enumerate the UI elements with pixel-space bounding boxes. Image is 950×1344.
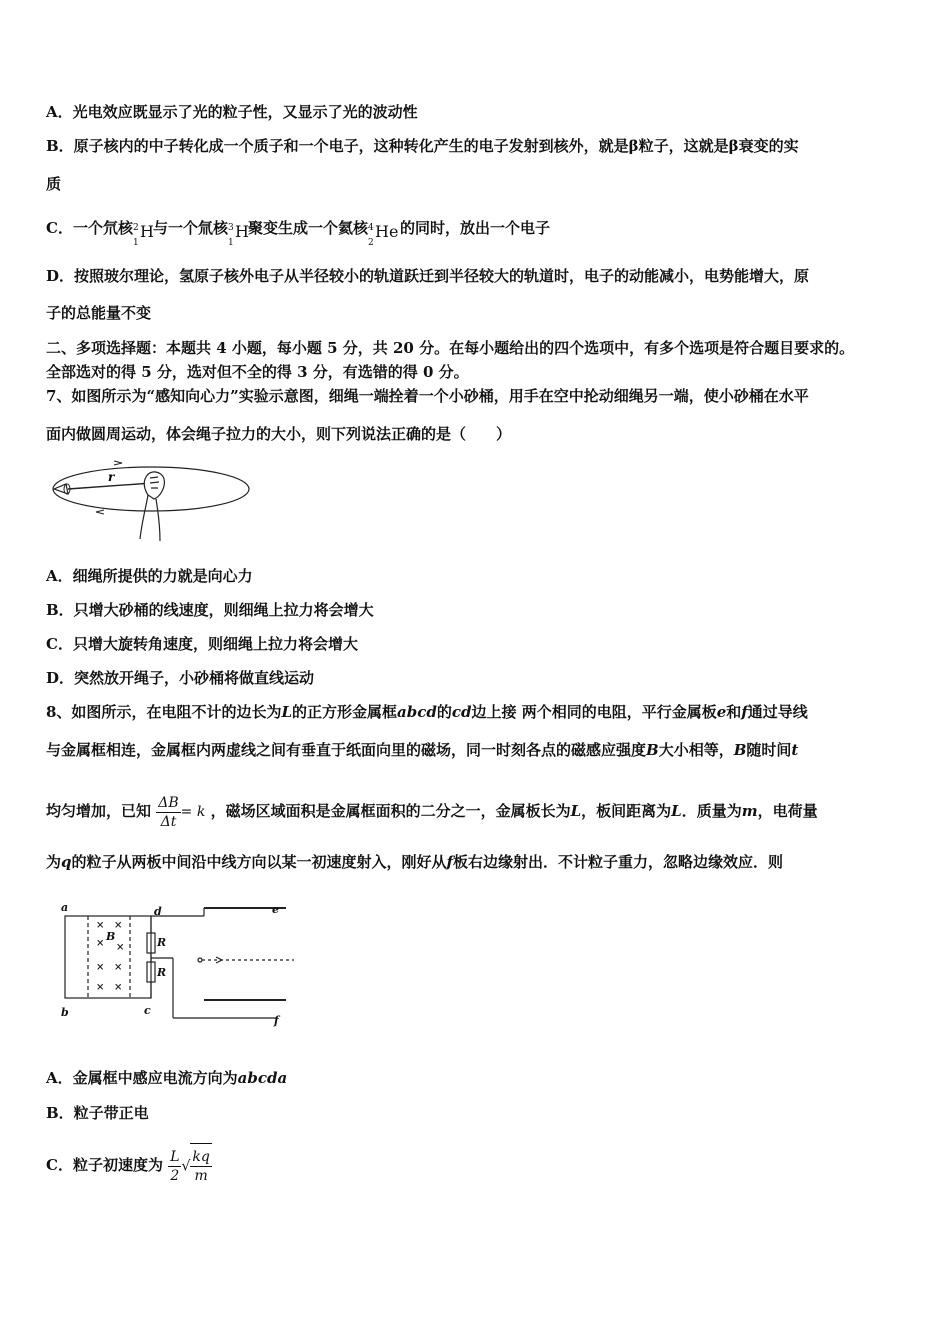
q8-stem-line3: 均匀增加，已知 $\frac{\Delta B}{\Delta t}$ = k ，磁场区域面积是金属框面积的二分之一，金属板长为L，板间距离为L．质量为m，电荷量 bbox=[46, 794, 818, 830]
option-c-text-2: 与一个氚核 bbox=[152, 219, 228, 237]
option-c-text-4: 的同时，放出一个电子 bbox=[399, 219, 550, 237]
q7-option-d: D．突然放开绳子，小砂桶将做直线运动 bbox=[46, 669, 315, 687]
svg-text:×: × bbox=[96, 982, 105, 993]
label-e: e bbox=[272, 903, 279, 916]
q7-stem-line2: 面内做圆周运动，体会绳子拉力的大小，则下列说法正确的是（ ） bbox=[46, 425, 512, 443]
q-prev-option-c bbox=[46, 214, 550, 248]
svg-text:×: × bbox=[96, 920, 105, 931]
q7-stem-line1: 7、如图所示为“感知向心力”实验示意图，细绳一端拴着一个小砂桶，用手在空中抡动细绳另一端，使小砂桶在水平 bbox=[46, 387, 809, 405]
label-b: b bbox=[61, 1006, 69, 1019]
svg-text:×: × bbox=[96, 962, 105, 973]
section-2-instructions-line1: 二、多项选择题：本题共 4 小题，每小题 5 分，共 20 分。在每小题给出的四个选项中，有多个选项是符合题目要求的。 bbox=[46, 339, 855, 357]
option-c-text-1: C．一个氘核 bbox=[46, 219, 133, 237]
q8-stem-line4: 为q的粒子从两板中间沿中线方向以某一初速度射入，刚好从f板右边缘射出．不计粒子重力，忽略边缘效应．则 bbox=[46, 853, 783, 871]
label-f: f bbox=[274, 1014, 279, 1027]
q8-option-b: B．粒子带正电 bbox=[46, 1104, 149, 1122]
q-prev-option-a: A．光电效应既显示了光的粒子性，又显示了光的波动性 bbox=[46, 103, 418, 121]
q-prev-option-b-line2: 质 bbox=[46, 175, 62, 193]
arrow-down-icon bbox=[96, 510, 104, 514]
label-R1: R bbox=[157, 936, 167, 949]
label-c: c bbox=[144, 1004, 151, 1017]
hand-icon bbox=[140, 472, 164, 541]
q7-option-c: C．只增大旋转角速度，则细绳上拉力将会增大 bbox=[46, 635, 358, 653]
q7-option-a: A．细绳所提供的力就是向心力 bbox=[46, 567, 253, 585]
particle bbox=[198, 958, 202, 962]
section-2-instructions-line2: 全部选对的得 5 分，选对但不全的得 3 分，有选错的得 0 分。 bbox=[46, 363, 469, 381]
q-prev-option-d-line2: 子的总能量不变 bbox=[46, 304, 152, 322]
q-prev-option-d-line1: D．按照玻尔理论，氢原子核外电子从半径较小的轨道跃迁到半径较大的轨道时，电子的动能减小，电势能增大，原 bbox=[46, 267, 810, 285]
dB-dt-fraction: $\frac{\Delta B}{\Delta t}$ bbox=[158, 794, 179, 830]
metal-frame bbox=[65, 916, 151, 998]
q7-centripetal-force-figure bbox=[46, 455, 256, 545]
sqrt-kq-over-m: √ $\frac{kq}{m}$ bbox=[181, 1143, 211, 1190]
svg-text:×: × bbox=[114, 920, 123, 931]
arrow-up-icon bbox=[114, 461, 122, 465]
q8-option-c: C．粒子初速度为 $\frac{L}{2}$ √ $\frac{kq}{m}$ bbox=[46, 1142, 212, 1190]
option-c-text-3: 聚变生成一个氦核 bbox=[247, 219, 368, 237]
deuterium-symbol: 2 1 H bbox=[132, 222, 154, 248]
q8-stem-line2: 与金属框相连，金属框内两虚线之间有垂直于纸面向里的磁场，同一时刻各点的磁感应强度B大小相等，B随时间t bbox=[46, 741, 799, 759]
label-B: B bbox=[106, 930, 116, 943]
q8-stem-line1: 8、如图所示，在电阻不计的边长为L的正方形金属框abcd的cd边上接 两个相同的电阻，平行金属板e和f通过导线 bbox=[46, 703, 808, 721]
label-r: r bbox=[108, 470, 115, 484]
svg-text:×: × bbox=[96, 938, 105, 949]
helium-symbol: 4 2 He bbox=[367, 222, 399, 248]
q8-circuit-figure bbox=[56, 898, 306, 1028]
svg-text:×: × bbox=[114, 962, 123, 973]
svg-text:×: × bbox=[114, 982, 123, 993]
label-d: d bbox=[154, 905, 162, 918]
svg-text:×: × bbox=[116, 942, 125, 953]
sand-bucket bbox=[54, 484, 70, 494]
half-L-fraction: $\frac{L}{2}$ bbox=[170, 1148, 180, 1184]
q7-option-b: B．只增大砂桶的线速度，则细绳上拉力将会增大 bbox=[46, 601, 374, 619]
label-a: a bbox=[61, 901, 69, 914]
label-R2: R bbox=[157, 966, 167, 979]
q8-option-a: A．金属框中感应电流方向为abcda bbox=[46, 1069, 288, 1087]
q-prev-option-b-line1: B．原子核内的中子转化成一个质子和一个电子，这种转化产生的电子发射到核外，就是β粒子，这就是β衰变的实 bbox=[46, 137, 799, 155]
tritium-symbol: 3 1 H bbox=[227, 222, 249, 248]
